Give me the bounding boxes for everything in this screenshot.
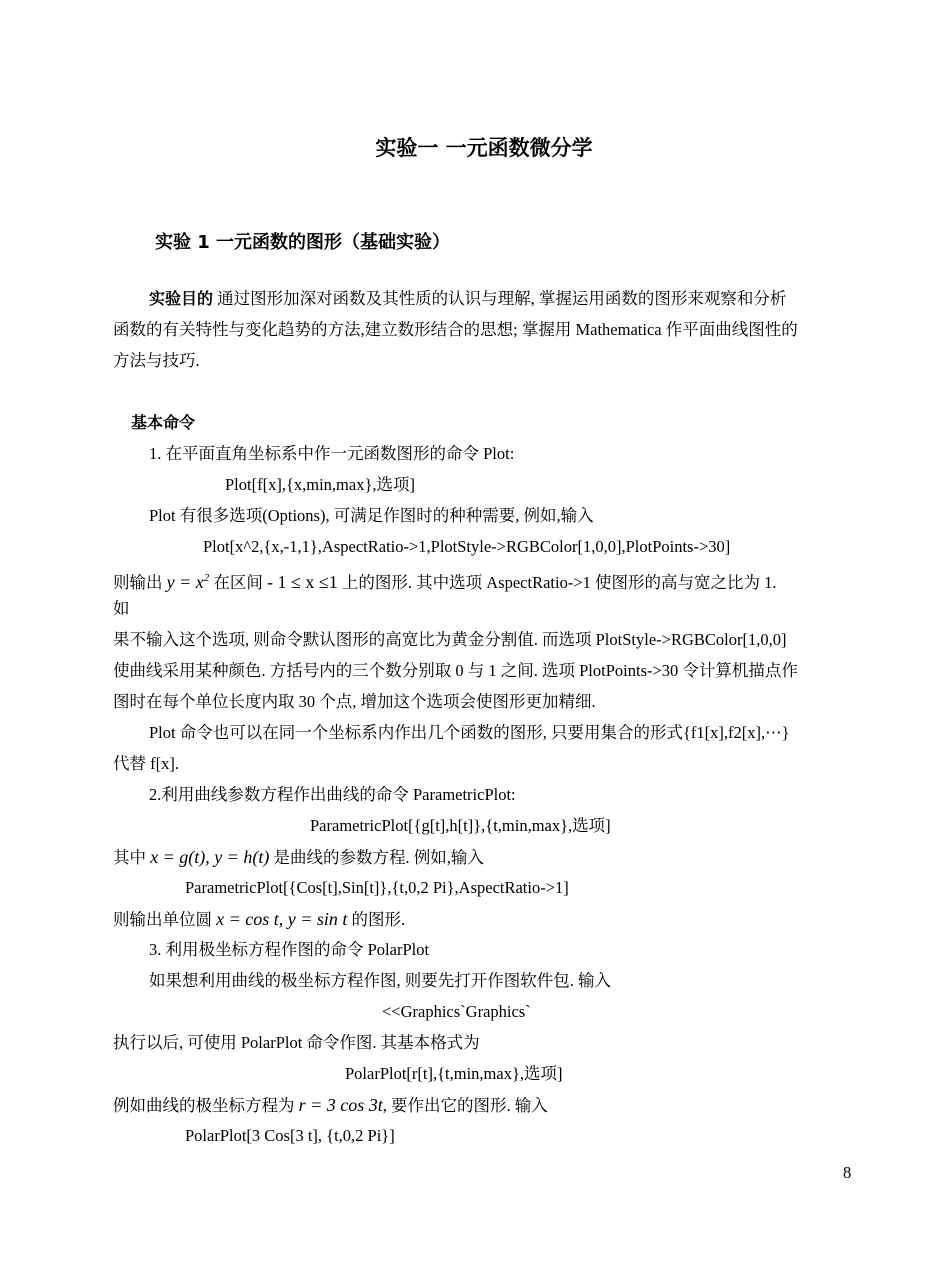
code-line: Plot[x^2,{x,-1,1},AspectRatio->1,PlotStyle->RGBColor[1,0,0],PlotPoints->30] [203,537,731,556]
text-line-with-math [113,908,405,931]
text-fragment: , 要作出它的图形. 输入 [382,1096,548,1115]
code-line: <<Graphics`Graphics` [382,1002,531,1021]
code-line: PolarPlot[3 Cos[3 t], {t,0,2 Pi}] [185,1126,395,1145]
math-interval: - 1 ≤ x ≤1 [267,572,338,592]
code-line: ParametricPlot[{Cos[t],Sin[t]},{t,0,2 Pi},AspectRatio->1] [185,878,569,897]
text-line: Plot 有很多选项(Options), 可满足作图时的种种需要, 例如,输入 [149,506,594,525]
text-line-with-math [113,567,777,594]
text-line-with-math [113,846,484,869]
math-y-eq-x2 [167,572,210,592]
text-line: 图时在每个单位长度内取 30 个点, 增加这个选项会使图形更加精细. [113,692,596,711]
purpose-label: 实验目的 [149,289,214,308]
text-fragment: 是曲线的参数方程. 例如,输入 [269,848,484,867]
text-line: 1. 在平面直角坐标系中作一元函数图形的命令 Plot: [149,444,515,463]
text-fragment: 上的图形. 其中选项 AspectRatio->1 使图形的高与宽之比为 1. [337,573,777,592]
text-fragment: 则输出单位圆 [113,910,217,929]
text-fragment: 的图形. [347,910,406,929]
text-fragment: 则输出 [113,573,167,592]
math-polar-eq: r = 3 cos 3t [298,1095,383,1115]
code-line: PolarPlot[r[t],{t,min,max},选项] [345,1064,563,1083]
text-line-with-math [113,1094,548,1117]
text-line: Plot 命令也可以在同一个坐标系内作出几个函数的图形, 只要用集合的形式{f1[x],f2[x],⋯} [149,723,790,742]
text-fragment: 在区间 [209,573,267,592]
text-fragment: 例如曲线的极坐标方程为 [113,1096,299,1115]
purpose-text-1: 通过图形加深对函数及其性质的认识与理解, 掌握运用函数的图形来观察和分析 [213,289,787,308]
section-title: 实验 1 一元函数的图形（基础实验） [155,232,451,253]
text-line: 果不输入这个选项, 则命令默认图形的高宽比为黄金分割值. 而选项 PlotStyle->RGBColor[1,0,0] [113,630,787,649]
text-line: 执行以后, 可使用 PolarPlot 命令作图. 其基本格式为 [113,1033,480,1052]
text-line: 代替 f[x]. [113,754,179,773]
purpose-line-1 [149,288,786,310]
text-line: 如 [113,599,130,618]
code-line: Plot[f[x],{x,min,max},选项] [225,475,415,494]
purpose-line-2: 函数的有关特性与变化趋势的方法,建立数形结合的思想; 掌握用 Mathematica 作平面曲线图性的 [113,320,798,339]
basic-commands-heading: 基本命令 [131,413,196,432]
text-line: 3. 利用极坐标方程作图的命令 PolarPlot [149,940,430,959]
text-line: 如果想利用曲线的极坐标方程作图, 则要先打开作图软件包. 输入 [149,971,611,990]
code-line: ParametricPlot[{g[t],h[t]},{t,min,max},选项] [310,816,611,835]
purpose-line-3: 方法与技巧. [113,351,200,370]
text-line: 2.利用曲线参数方程作出曲线的命令 ParametricPlot: [149,785,516,804]
text-line: 使曲线采用某种颜色. 方括号内的三个数分别取 0 与 1 之间. 选项 PlotPoints->30 令计算机描点作 [113,661,798,680]
math-exponent: 2 [203,572,210,584]
page-title: 实验一 一元函数微分学 [375,136,593,160]
text-fragment: 其中 [113,848,151,867]
page-number: 8 [843,1163,852,1182]
math-unit-circle: x = cos t, y = sin t [216,909,348,929]
math-base: y = x [166,572,204,592]
math-param-eq: x = g(t), y = h(t) [150,847,270,867]
